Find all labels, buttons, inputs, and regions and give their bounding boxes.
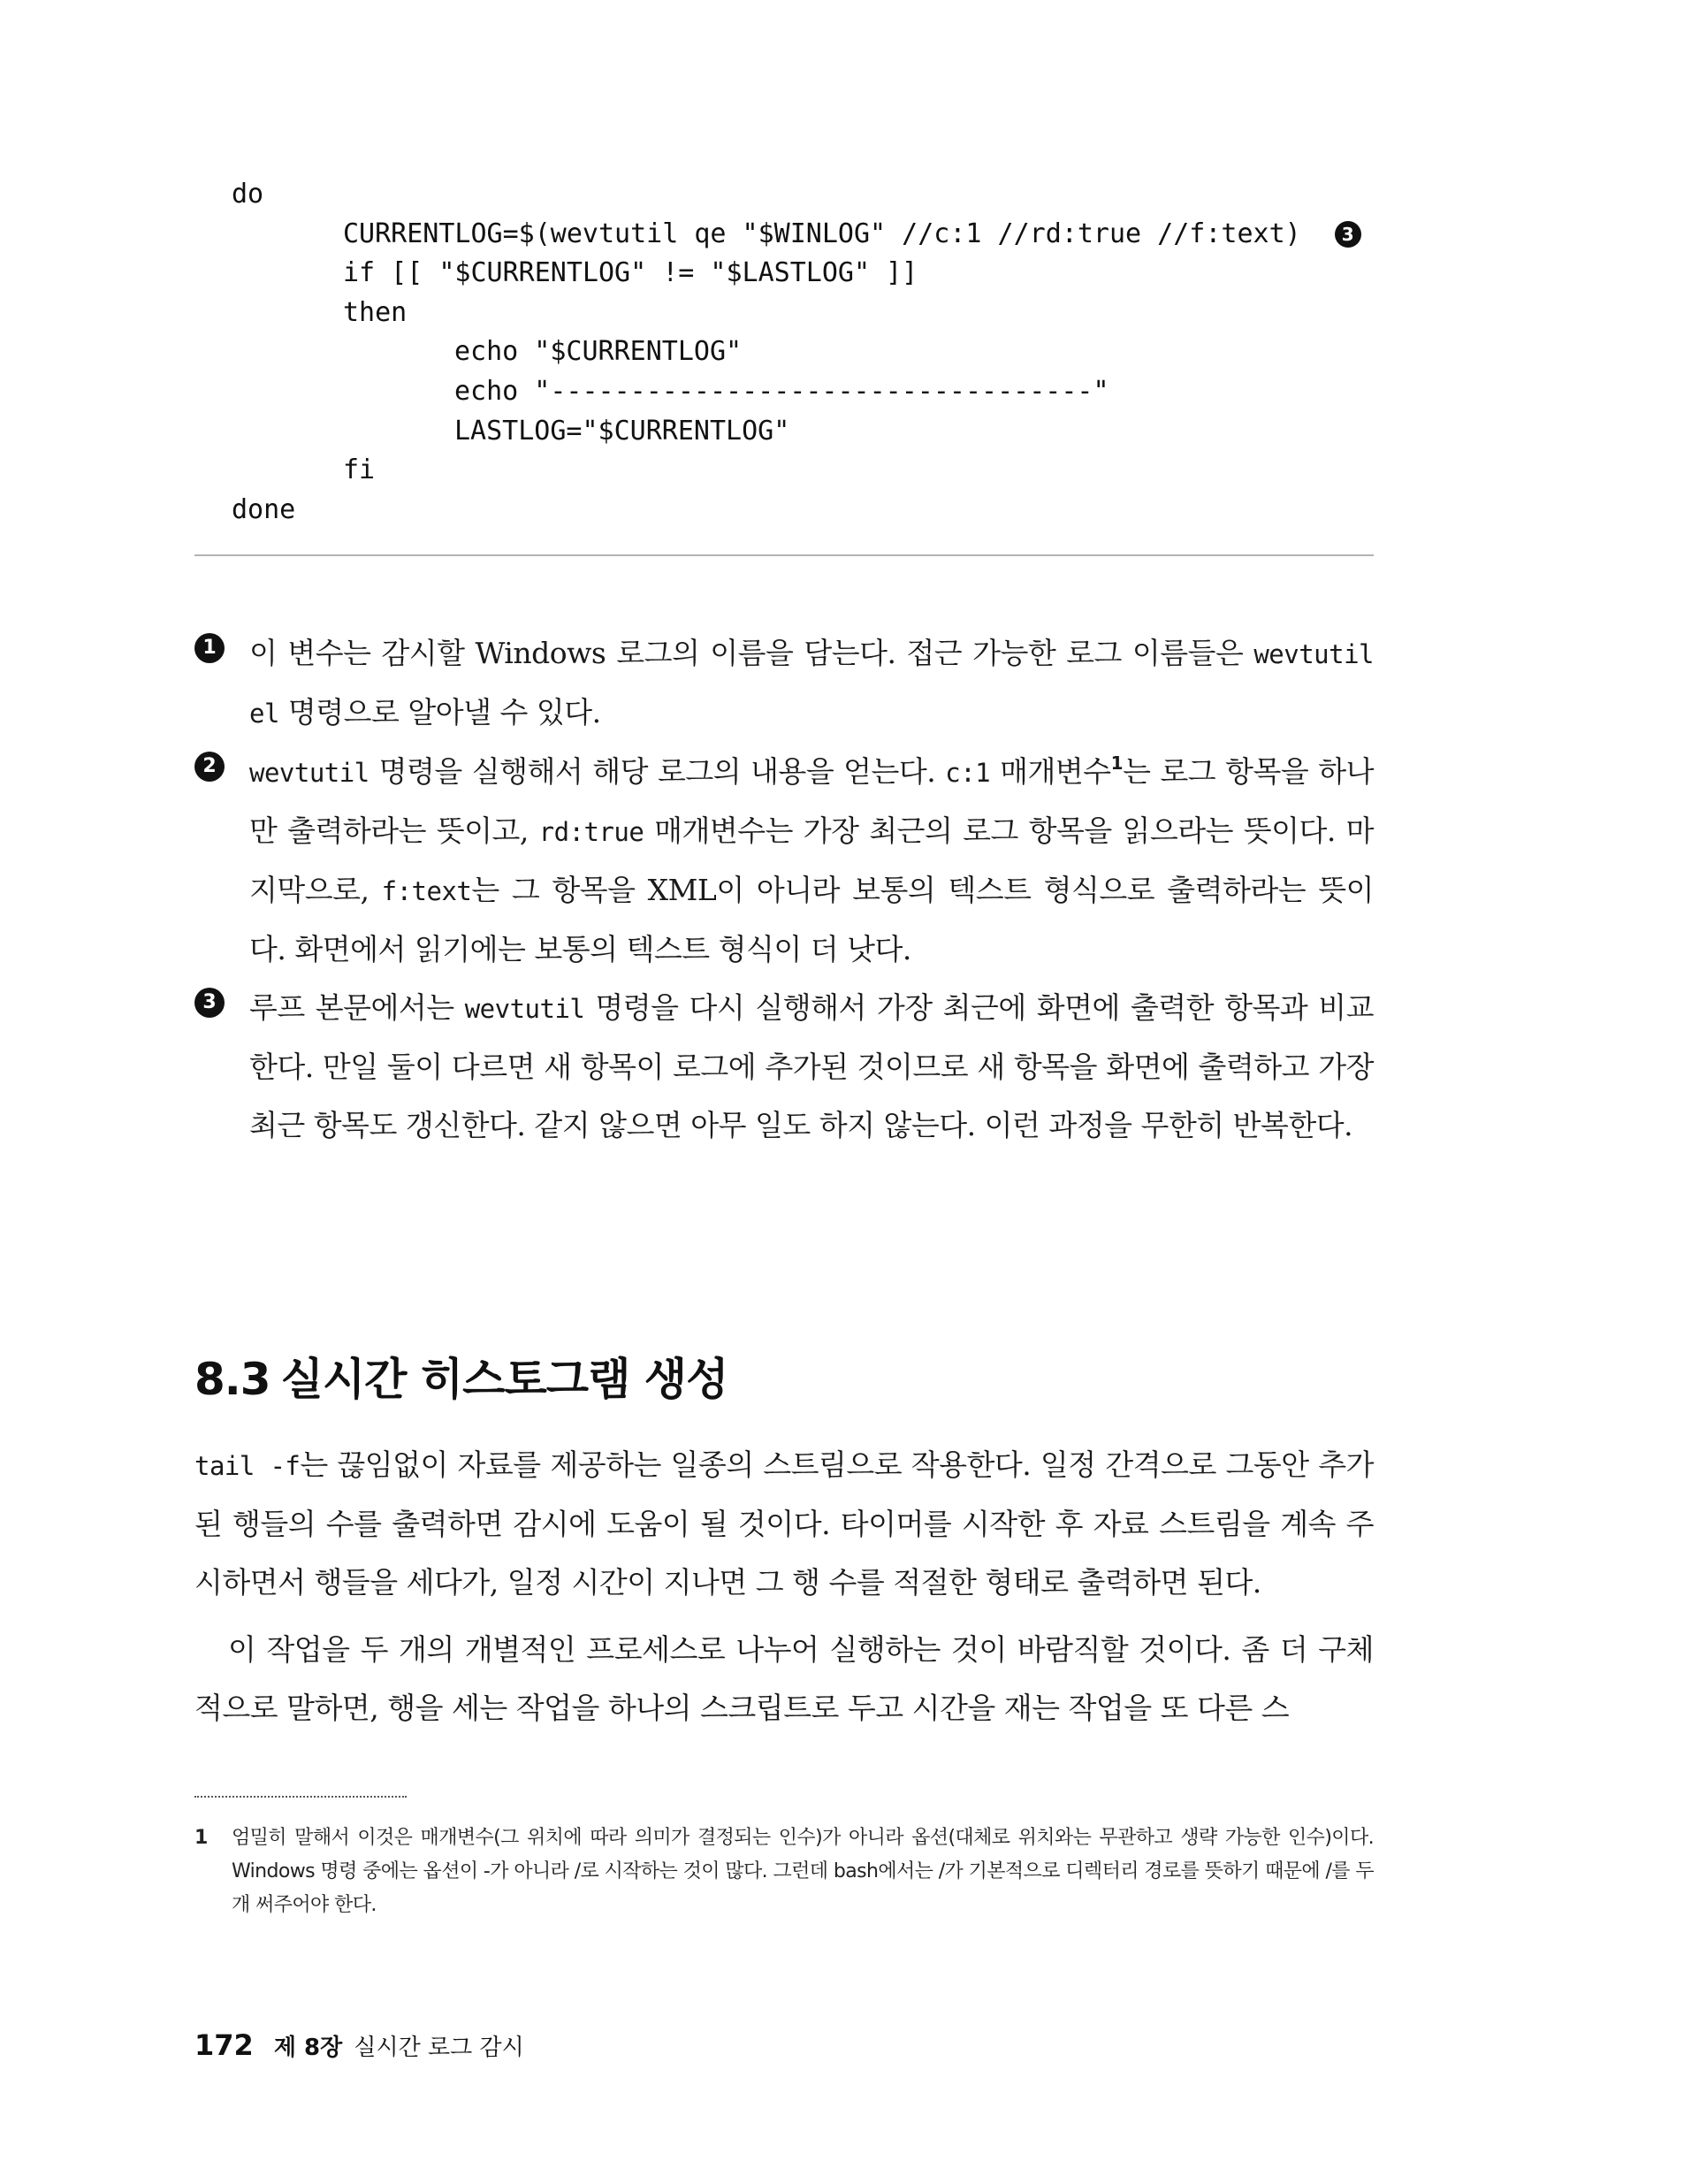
- callout-number-icon: 3: [194, 988, 225, 1018]
- body-paragraph-2: 이 작업을 두 개의 개별적인 프로세스로 나누어 실행하는 것이 바람직할 것이다. 좀 더 구체적으로 말하면, 행을 세는 작업을 하나의 스크립트로 두고 시간을 재는 작업을 또 다른 스: [194, 1632, 1374, 1725]
- chapter-title: 실시간 로그 감시: [354, 2035, 524, 2061]
- inline-code: wevtutil el: [249, 639, 1374, 729]
- footnote-ref: 1: [1110, 752, 1124, 774]
- text-run: 는 끊임없이 자료를 제공하는 일종의 스트림으로 작용한다. 일정 간격으로 그동안 추가된 행들의 수를 출력하면 감시에 도움이 될 것이다. 타이머를 시작한 후 자료 스트림을 계속 주시하면서 행들을 세다가, 일정 시간이 지나면 그 행 수를 적절한 형태로 출력하면 된다.: [194, 1447, 1374, 1600]
- footnote: [194, 1821, 1374, 1922]
- callout-item: [194, 979, 1374, 1155]
- code-text: fi: [343, 454, 376, 486]
- section-heading: [194, 1344, 728, 1408]
- chapter-label: 제 8장: [273, 2035, 343, 2061]
- callout-text: [249, 979, 1374, 1155]
- callout-number-icon: 2: [194, 752, 225, 782]
- callout-number-icon: 1: [194, 633, 225, 663]
- code-line: [232, 412, 1361, 452]
- section-title: 실시간 히스토그램 생성: [280, 1354, 728, 1405]
- code-text: then: [343, 296, 408, 328]
- text-run: 명령을 다시 실행해서 가장 최근에 화면에 출력한 항목과 비교한다. 만일 둘이 다르면 새 항목이 로그에 추가된 것이므로 새 항목을 화면에 출력하고 가장 최근 항목도 갱신한다. 같지 않으면 아무 일도 하지 않는다. 이런 과정을 무한히 반복한다.: [249, 990, 1374, 1142]
- inline-code: rd:true: [538, 817, 644, 847]
- code-line: [232, 254, 1361, 294]
- code-line: [232, 175, 1361, 215]
- code-line: [232, 372, 1361, 412]
- code-text: CURRENTLOG=$(wevtutil qe "$WINLOG" //c:1 //rd:true //f:text): [343, 218, 1301, 249]
- footnote-number: 1: [194, 1827, 209, 1849]
- footnote-separator: [194, 1796, 407, 1798]
- page-number: 172: [194, 2028, 254, 2062]
- section-number: 8.3: [194, 1354, 270, 1405]
- code-listing: [232, 175, 1361, 530]
- page-footer: [194, 2028, 524, 2062]
- callout-item: [194, 743, 1374, 979]
- code-line: [232, 491, 1361, 531]
- code-text: LASTLOG="$CURRENTLOG": [454, 415, 790, 447]
- inline-code: wevtutil: [249, 758, 370, 788]
- code-text: done: [232, 493, 296, 525]
- body-paragraph-1: [194, 1436, 1374, 1612]
- code-line: [232, 215, 1361, 255]
- code-line: [232, 294, 1361, 333]
- code-text: if [[ "$CURRENTLOG" != "$LASTLOG" ]]: [343, 257, 918, 289]
- code-text: do: [232, 179, 264, 210]
- text-run: 이 변수는 감시할 Windows 로그의 이름을 담는다. 접근 가능한 로그 이름들은: [249, 636, 1254, 670]
- text-run: 명령을 실행해서 해당 로그의 내용을 얻는다.: [369, 754, 946, 789]
- inline-code: f:text: [381, 876, 472, 906]
- text-run: 명령으로 알아낼 수 있다.: [278, 695, 601, 729]
- text-run: 루프 본문에서는: [249, 990, 465, 1025]
- callout-list: [194, 624, 1374, 1155]
- body-text: [194, 1436, 1374, 1737]
- callout-marker-icon: 3: [1335, 221, 1361, 248]
- text-run: 는 그 항목을 XML이 아니라 보통의 텍스트 형식으로 출력하라는 뜻이다. 화면에서 읽기에는 보통의 텍스트 형식이 더 낫다.: [249, 873, 1374, 966]
- callout-text: [249, 743, 1374, 979]
- footnote-text: 엄밀히 말해서 이것은 매개변수(그 위치에 따라 의미가 결정되는 인수)가 아니라 옵션(대체로 위치와는 무관하고 생략 가능한 인수)이다. Windows 명령 중에는 옵션이 -가 아니라 /로 시작하는 것이 많다. 그런데 bash에서는 /가 기본적으로 디렉터리 경로를 뜻하기 때문에 /를 두 개 써주어야 한다.: [232, 1827, 1374, 1916]
- text-run: 매개변수: [990, 754, 1111, 789]
- code-divider: [194, 554, 1374, 556]
- code-line: [232, 451, 1361, 491]
- inline-code: wevtutil: [464, 994, 585, 1024]
- callout-item: [194, 624, 1374, 743]
- text-run: 매개변수는 가장 최근의 로그 항목을 읽으라는 뜻이다. 마지막으로,: [249, 813, 1374, 907]
- code-line: [232, 332, 1361, 372]
- text-run: 는 로그 항목을 하나만 출력하라는 뜻이고,: [249, 754, 1374, 848]
- callout-text: [249, 624, 1374, 743]
- code-text: echo "----------------------------------": [454, 375, 1109, 407]
- inline-code: c:1: [945, 758, 991, 788]
- inline-code: tail -f: [194, 1451, 301, 1481]
- code-text: echo "$CURRENTLOG": [454, 336, 743, 368]
